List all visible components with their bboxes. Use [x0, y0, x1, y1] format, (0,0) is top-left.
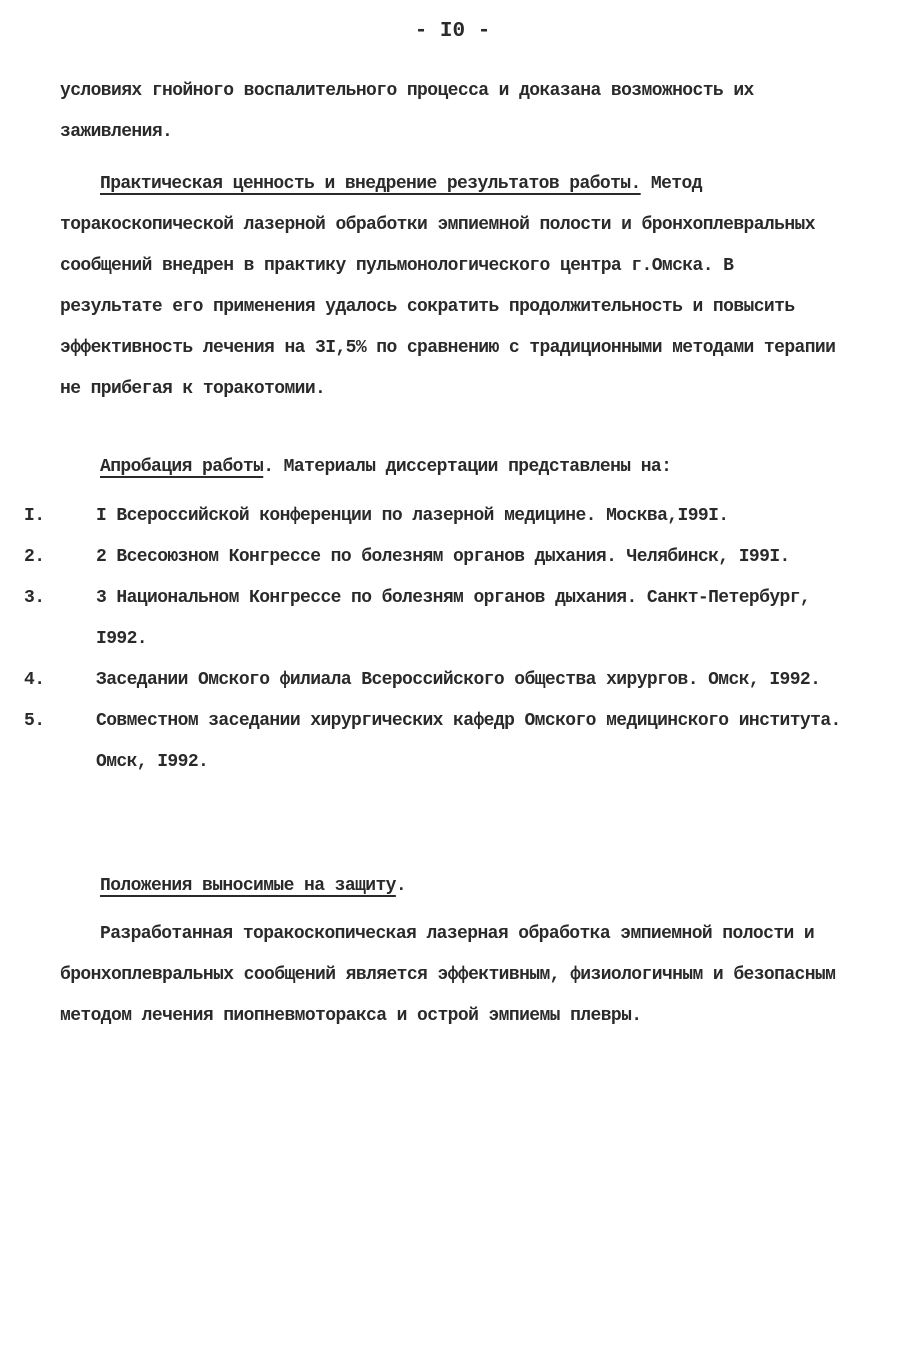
- defense-paragraph: Разработанная торакоскопическая лазерная обработка эмпиемной полости и бронхоплевральных сообщений является эффективным, физиологичным и безопасным методом лечения пиопневмоторакса и острой эмпиемы плевры.: [60, 924, 836, 1026]
- approbation-text: . Материалы диссертации представлены на:: [263, 457, 672, 477]
- list-item: [24, 578, 845, 660]
- list-item-text: Заседании Омского филиала Всероссийского общества хирургов. Омск, I992.: [96, 670, 821, 690]
- list-item: [24, 660, 845, 701]
- list-item: [24, 537, 845, 578]
- practical-value-heading: Практическая ценность и внедрение результатов работы.: [100, 174, 641, 194]
- list-item-number: 4.: [24, 670, 45, 690]
- practical-value-paragraph: [60, 164, 845, 410]
- approbation-paragraph: [60, 447, 845, 488]
- approbation-list: [24, 496, 845, 783]
- list-item-number: 5.: [24, 711, 45, 731]
- continuation-paragraph: условиях гнойного воспалительного процесса и доказана возможность их заживления.: [60, 81, 754, 142]
- list-item-text: Совместном заседании хирургических кафедр Омского медицинского института. Омск, I992.: [96, 711, 841, 772]
- list-item-number: 2.: [24, 547, 45, 567]
- list-item: [24, 701, 845, 783]
- list-item-text: I Всероссийской конференции по лазерной медицине. Москва,I99I.: [96, 506, 729, 526]
- approbation-heading: Апробация работы: [100, 457, 264, 477]
- defense-heading: Положения выносимые на защиту: [100, 876, 396, 896]
- list-item-text: 2 Всесоюзном Конгрессе по болезням органов дыхания. Челябинск, I99I.: [96, 547, 790, 567]
- defense-heading-line: [60, 866, 845, 907]
- list-item-text: 3 Национальном Конгрессе по болезням органов дыхания. Санкт-Петербург, I992.: [96, 588, 811, 649]
- defense-heading-end: .: [395, 876, 407, 896]
- list-item: [24, 496, 845, 537]
- list-item-number: 3.: [24, 588, 45, 608]
- page-number: - I0 -: [414, 20, 491, 43]
- list-item-number: I.: [24, 506, 45, 526]
- practical-value-text: Метод торакоскопической лазерной обработки эмпиемной полости и бронхоплевральных сообщений внедрен в практику пульмонологического центра г.Омска. В результате его применения удалось сократить продолжительность и повысить эффективность лечения на 3I,5% по сравнению с традиционными методами терапии не прибегая к торакотомии.: [60, 174, 836, 399]
